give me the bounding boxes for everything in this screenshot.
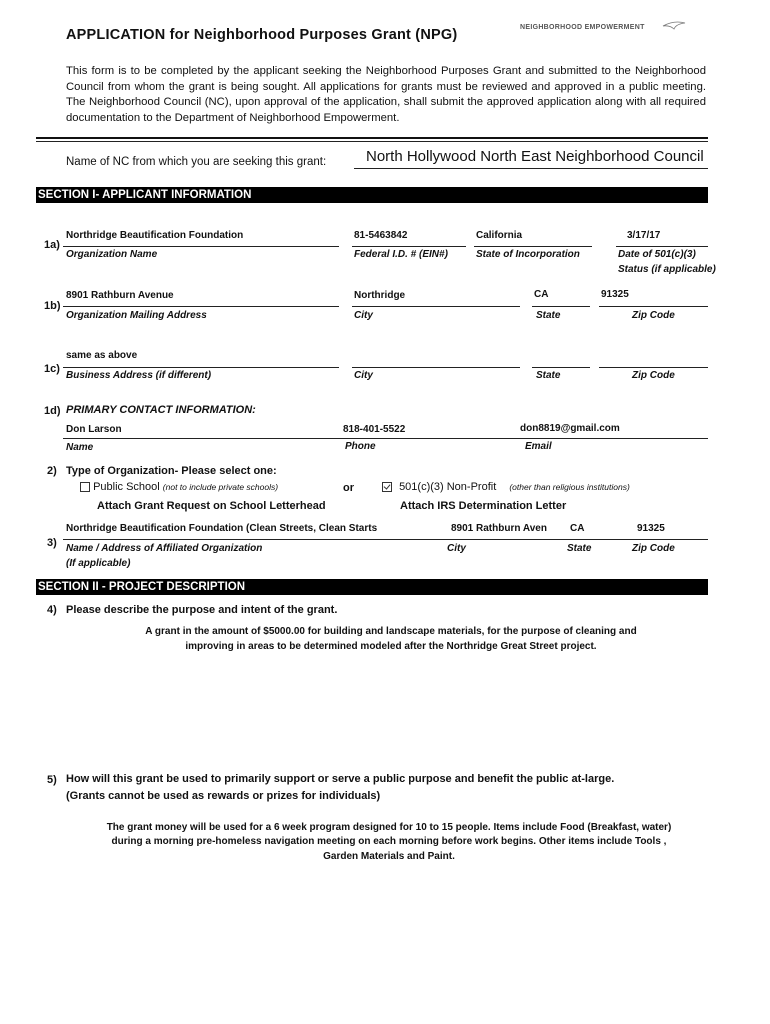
- field-underline: [63, 367, 339, 368]
- city-label: City: [354, 310, 373, 321]
- field-underline: [352, 246, 466, 247]
- divider: [36, 137, 708, 139]
- purpose-answer-line[interactable]: A grant in the amount of $5000.00 for building and landscape materials, for the purpose of cleaning and: [145, 626, 637, 637]
- zip-label: Zip Code: [632, 310, 675, 321]
- purpose-answer-line[interactable]: improving in areas to be determined modeled after the Northridge Great Street project.: [185, 641, 597, 652]
- state-incorporation-field[interactable]: California: [476, 230, 523, 241]
- org-name-label: Organization Name: [66, 249, 158, 260]
- question-number: 4): [47, 604, 57, 616]
- zip-field[interactable]: 91325: [601, 289, 629, 300]
- public-school-label: Public School: [93, 481, 160, 493]
- nonprofit-note: (other than religious institutions): [509, 482, 630, 492]
- question-number: 1c): [44, 363, 60, 375]
- city-field[interactable]: Northridge: [354, 290, 406, 301]
- affiliated-org-name-field[interactable]: Northridge Beautification Foundation (Clean Streets, Clean Starts: [66, 523, 378, 534]
- field-underline: [532, 306, 590, 307]
- attach-school-letterhead: Attach Grant Request on School Letterhead: [97, 500, 326, 512]
- field-underline: [599, 367, 708, 368]
- logo-mark-icon: [662, 20, 686, 30]
- state-field[interactable]: CA: [534, 289, 549, 300]
- primary-contact-heading: PRIMARY CONTACT INFORMATION:: [66, 404, 256, 416]
- field-underline: [474, 246, 592, 247]
- field-underline: [352, 306, 520, 307]
- state-incorporation-label: State of Incorporation: [476, 249, 580, 260]
- ein-field[interactable]: 81-5463842: [354, 230, 408, 241]
- affiliated-org-state-field[interactable]: CA: [570, 523, 585, 534]
- question-number: 1a): [44, 239, 60, 251]
- public-purpose-question-note: (Grants cannot be used as rewards or prizes for individuals): [66, 790, 381, 802]
- field-underline: [532, 367, 590, 368]
- purpose-question: Please describe the purpose and intent of the grant.: [66, 604, 338, 616]
- field-underline: [599, 306, 708, 307]
- state-label: State: [536, 310, 561, 321]
- nonprofit-label: 501(c)(3) Non-Profit: [399, 481, 497, 493]
- affiliated-org-zip-field[interactable]: 91325: [637, 523, 665, 534]
- if-applicable-label: (If applicable): [66, 558, 131, 569]
- public-school-note: (not to include private schools): [162, 482, 279, 492]
- state-label: State: [567, 543, 592, 554]
- field-underline: [616, 246, 708, 247]
- contact-email-label: Email: [525, 441, 552, 452]
- contact-name-label: Name: [66, 442, 94, 453]
- logo-text: NEIGHBORHOOD EMPOWERMENT: [520, 24, 645, 31]
- mailing-address-field[interactable]: 8901 Rathburn Avenue: [66, 290, 174, 301]
- public-purpose-answer-line[interactable]: The grant money will be used for a 6 week program designed for 10 to 15 people. Items include Food (Breakfast, water): [106, 822, 672, 833]
- date-501c3-field[interactable]: 3/17/17: [627, 230, 661, 241]
- page-title: APPLICATION for Neighborhood Purposes Grant (NPG): [66, 27, 458, 43]
- mailing-address-label: Organization Mailing Address: [66, 310, 207, 321]
- org-type-heading: Type of Organization- Please select one:: [66, 465, 277, 477]
- field-underline: [63, 246, 339, 247]
- contact-name-field[interactable]: Don Larson: [66, 424, 122, 435]
- question-number: 3): [47, 537, 57, 549]
- affiliated-org-label: Name / Address of Affiliated Organization: [66, 543, 263, 554]
- zip-label: Zip Code: [632, 370, 675, 381]
- public-purpose-answer-line[interactable]: Garden Materials and Paint.: [323, 851, 455, 862]
- business-address-label: Business Address (if different): [66, 370, 212, 381]
- question-number: 2): [47, 465, 57, 477]
- affiliated-org-address-field[interactable]: 8901 Rathburn Aven: [451, 523, 547, 534]
- question-number: 5): [47, 774, 57, 786]
- question-number: 1d): [44, 405, 61, 417]
- public-purpose-question: How will this grant be used to primarily support or serve a public purpose and benefit the public at-large.: [66, 773, 615, 785]
- org-name-field[interactable]: Northridge Beautification Foundation: [66, 230, 244, 241]
- state-label: State: [536, 370, 561, 381]
- date-501c3-label: Date of 501(c)(3): [618, 249, 696, 260]
- field-underline: [63, 306, 339, 307]
- section-1-header: SECTION I- APPLICANT INFORMATION: [36, 187, 708, 203]
- public-school-checkbox[interactable]: [80, 482, 90, 492]
- city-label: City: [447, 543, 466, 554]
- nc-label: Name of NC from which you are seeking this grant:: [66, 156, 327, 168]
- public-school-option[interactable]: [80, 481, 278, 493]
- contact-email-field[interactable]: don8819@gmail.com: [520, 423, 620, 434]
- public-purpose-answer-line[interactable]: during a morning pre-homeless navigation meeting on each morning before work begins. Other items include Tools ,: [111, 836, 667, 847]
- business-address-field[interactable]: same as above: [66, 350, 138, 361]
- ein-label: Federal I.D. # (EIN#): [354, 249, 448, 260]
- field-underline: [63, 438, 708, 439]
- nc-name-field[interactable]: North Hollywood North East Neighborhood Council: [366, 148, 704, 165]
- zip-label: Zip Code: [632, 543, 675, 554]
- attach-irs-letter: Attach IRS Determination Letter: [400, 500, 567, 512]
- contact-phone-label: Phone: [345, 441, 376, 452]
- question-number: 1b): [44, 300, 61, 312]
- city-label: City: [354, 370, 373, 381]
- status-label: Status (if applicable): [618, 264, 716, 275]
- field-underline: [63, 539, 708, 540]
- section-2-header: SECTION II - PROJECT DESCRIPTION: [36, 579, 708, 595]
- field-underline: [354, 168, 708, 169]
- field-underline: [352, 367, 520, 368]
- contact-phone-field[interactable]: 818-401-5522: [343, 424, 406, 435]
- intro-paragraph: This form is to be completed by the applicant seeking the Neighborhood Purposes Grant and submitted to the Neighborhood Council from whom the grant is being sought. All applications for grants must be reviewed and approved in a public meeting. The Neighborhood Council (NC), upon approval of the application, shall submit the approved application along with all required documentation to the Department of Neighborhood Empowerment.: [66, 65, 706, 124]
- nonprofit-checkbox[interactable]: [382, 482, 392, 492]
- nonprofit-option[interactable]: [382, 481, 630, 493]
- divider: [36, 141, 708, 142]
- or-label: or: [343, 482, 354, 494]
